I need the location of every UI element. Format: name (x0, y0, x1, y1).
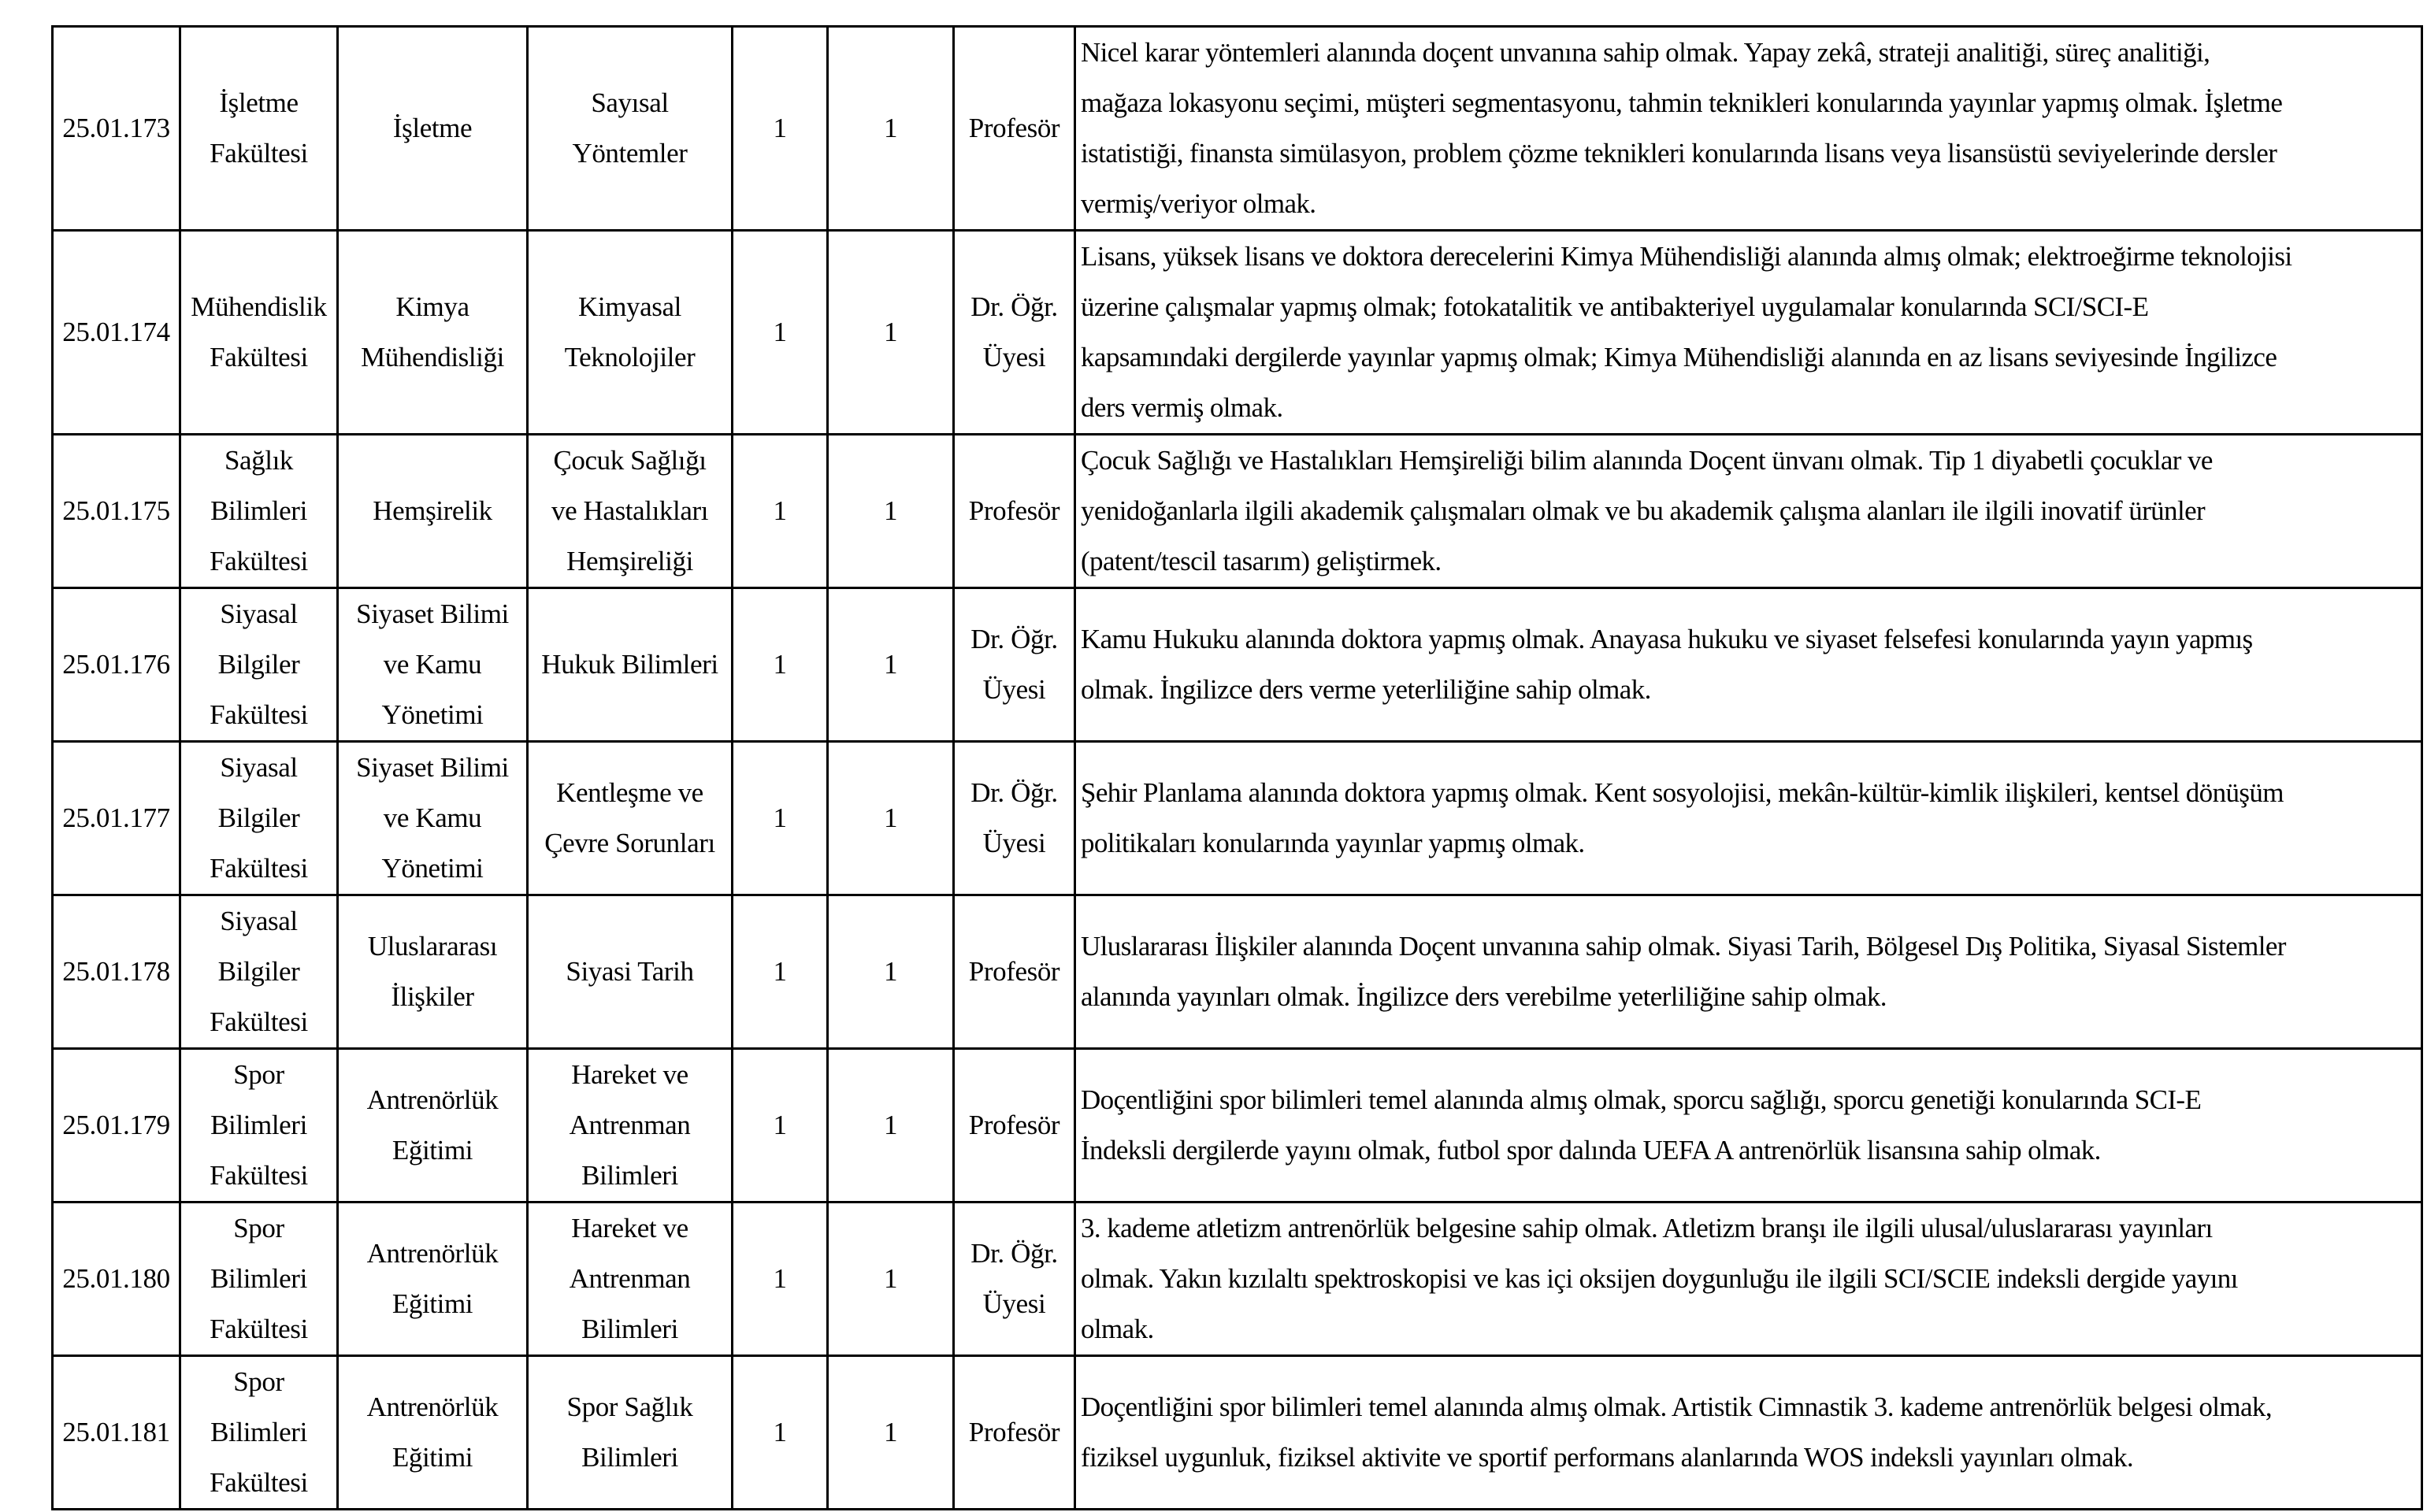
faculty-line: Bilimleri (210, 495, 307, 526)
faculty-line: Siyasal (220, 906, 298, 936)
positions-table (51, 25, 2423, 1510)
faculty-cell (180, 588, 338, 742)
faculty-line: Siyasal (220, 752, 298, 783)
department-line: Eğitimi (392, 1442, 473, 1473)
faculty-cell (180, 231, 338, 435)
description-cell (1075, 742, 2422, 895)
table-row (53, 1203, 2422, 1356)
count-text: 1 (773, 1110, 787, 1140)
title-cell (954, 1356, 1075, 1510)
description-cell (1075, 1049, 2422, 1203)
department-cell (338, 588, 528, 742)
department-cell (338, 742, 528, 895)
quota-cell (828, 435, 954, 588)
field-line: Bilimleri (581, 1442, 678, 1473)
count-cell (733, 895, 828, 1049)
code-text: 25.01.181 (62, 1417, 170, 1447)
code-cell (53, 1356, 180, 1510)
faculty-line: Bilgiler (217, 802, 300, 833)
table-row (53, 742, 2422, 895)
faculty-cell (180, 1356, 338, 1510)
code-cell (53, 27, 180, 231)
title-line: Profesör (968, 495, 1060, 526)
description-line: politikaları konularında yayınlar yapmış olmak. (1081, 828, 1585, 858)
department-line: Uluslararası (367, 931, 498, 962)
department-line: ve Kamu (383, 802, 482, 833)
quota-cell (828, 231, 954, 435)
count-cell (733, 27, 828, 231)
quota-text: 1 (883, 1110, 898, 1140)
department-cell (338, 895, 528, 1049)
title-line: Dr. Öğr. (970, 1238, 1058, 1269)
count-text: 1 (773, 956, 787, 987)
department-line: Siyaset Bilimi (356, 752, 509, 783)
count-text: 1 (773, 1417, 787, 1447)
code-text: 25.01.176 (62, 649, 170, 680)
title-line: Dr. Öğr. (970, 291, 1058, 322)
department-cell (338, 231, 528, 435)
field-line: Çevre Sorunları (544, 828, 715, 858)
field-line: Hukuk Bilimleri (541, 649, 718, 680)
department-cell (338, 1356, 528, 1510)
field-cell (528, 231, 733, 435)
title-line: Üyesi (982, 828, 1046, 858)
quota-text: 1 (883, 495, 898, 526)
faculty-line: Fakültesi (210, 342, 308, 372)
description-line: yenidoğanlarla ilgili akademik çalışmaları olmak ve bu akademik çalışma alanları ile ilgili inovatif ürünler (1081, 495, 2206, 526)
count-cell (733, 1049, 828, 1203)
faculty-line: Spor (233, 1366, 284, 1397)
quota-text: 1 (883, 317, 898, 347)
title-line: Profesör (968, 1110, 1060, 1140)
table-row (53, 27, 2422, 231)
description-line: olmak. İngilizce ders verme yeterliliğine sahip olmak. (1081, 674, 1651, 705)
faculty-line: Fakültesi (210, 1006, 308, 1037)
count-text: 1 (773, 1263, 787, 1294)
description-cell (1075, 435, 2422, 588)
quota-text: 1 (883, 1263, 898, 1294)
code-cell (53, 588, 180, 742)
code-cell (53, 895, 180, 1049)
department-cell (338, 1203, 528, 1356)
field-line: Teknolojiler (564, 342, 696, 372)
title-cell (954, 27, 1075, 231)
count-cell (733, 1203, 828, 1356)
field-cell (528, 435, 733, 588)
title-cell (954, 742, 1075, 895)
field-line: Kimyasal (578, 291, 681, 322)
table-row (53, 231, 2422, 435)
table-body (53, 27, 2422, 1510)
field-line: Sayısal (591, 87, 669, 118)
faculty-line: Mühendislik (191, 291, 327, 322)
faculty-line: Fakültesi (210, 546, 308, 576)
description-line: 3. kademe atletizm antrenörlük belgesine sahip olmak. Atletizm branşı ile ilgili ulusal/uluslararası yayınları (1081, 1213, 2213, 1243)
field-line: Yöntemler (572, 138, 688, 169)
description-line: Doçentliğini spor bilimleri temel alanında almış olmak. Artistik Cimnastik 3. kademe antrenörlük belgesi olmak, (1081, 1392, 2272, 1422)
faculty-line: Bilimleri (210, 1263, 307, 1294)
faculty-line: Fakültesi (210, 699, 308, 730)
count-cell (733, 588, 828, 742)
faculty-line: Bilgiler (217, 956, 300, 987)
field-line: Hareket ve (571, 1059, 688, 1090)
field-cell (528, 742, 733, 895)
table-row (53, 1356, 2422, 1510)
faculty-line: Fakültesi (210, 1160, 308, 1191)
count-text: 1 (773, 495, 787, 526)
code-text: 25.01.177 (62, 802, 170, 833)
department-line: Antrenörlük (366, 1238, 499, 1269)
description-cell (1075, 231, 2422, 435)
description-line: Çocuk Sağlığı ve Hastalıkları Hemşireliği bilim alanında Doçent ünvanı olmak. Tip 1 diyabetli çocuklar ve (1081, 445, 2213, 476)
title-line: Dr. Öğr. (970, 624, 1058, 654)
department-line: İlişkiler (391, 981, 474, 1012)
department-cell (338, 435, 528, 588)
description-line: Kamu Hukuku alanında doktora yapmış olmak. Anayasa hukuku ve siyaset felsefesi konularında yayın yapmış (1081, 624, 2253, 654)
description-line: alanında yayınları olmak. İngilizce ders verebilme yeterliliğine sahip olmak. (1081, 981, 1887, 1012)
faculty-line: Spor (233, 1059, 284, 1090)
code-cell (53, 435, 180, 588)
faculty-cell (180, 27, 338, 231)
quota-text: 1 (883, 1417, 898, 1447)
quota-cell (828, 1356, 954, 1510)
title-line: Profesör (968, 956, 1060, 987)
quota-cell (828, 895, 954, 1049)
department-line: Yönetimi (381, 699, 484, 730)
department-line: Mühendisliği (361, 342, 504, 372)
title-cell (954, 1049, 1075, 1203)
table-row (53, 1049, 2422, 1203)
quota-cell (828, 1049, 954, 1203)
field-line: Siyasi Tarih (566, 956, 694, 987)
description-line: olmak. (1081, 1314, 1154, 1344)
faculty-line: Fakültesi (210, 138, 308, 169)
description-line: olmak. Yakın kızılaltı spektroskopisi ve kas içi oksijen doygunluğu ile ilgili SCI/SCIE indeksli dergide yayını (1081, 1263, 2238, 1294)
title-cell (954, 895, 1075, 1049)
field-line: Hareket ve (571, 1213, 688, 1243)
field-cell (528, 588, 733, 742)
code-text: 25.01.178 (62, 956, 170, 987)
field-line: ve Hastalıkları (551, 495, 709, 526)
faculty-line: Spor (233, 1213, 284, 1243)
title-cell (954, 1203, 1075, 1356)
field-line: Bilimleri (581, 1314, 678, 1344)
quota-cell (828, 27, 954, 231)
code-cell (53, 1203, 180, 1356)
title-cell (954, 231, 1075, 435)
field-cell (528, 1203, 733, 1356)
description-cell (1075, 588, 2422, 742)
description-line: Lisans, yüksek lisans ve doktora derecelerini Kimya Mühendisliği alanında almış olmak; elektroeğirme teknolojisi (1081, 241, 2292, 272)
count-cell (733, 435, 828, 588)
code-cell (53, 1049, 180, 1203)
field-line: Spor Sağlık (566, 1392, 693, 1422)
description-line: kapsamındaki dergilerde yayınlar yapmış olmak; Kimya Mühendisliği alanında en az lisans seviyesinde İngilizce (1081, 342, 2277, 372)
department-line: Siyaset Bilimi (356, 598, 509, 629)
faculty-cell (180, 435, 338, 588)
description-cell (1075, 27, 2422, 231)
code-text: 25.01.174 (62, 317, 170, 347)
title-cell (954, 435, 1075, 588)
department-line: İşletme (392, 113, 473, 143)
count-text: 1 (773, 317, 787, 347)
department-line: Yönetimi (381, 853, 484, 884)
description-line: mağaza lokasyonu seçimi, müşteri segmentasyonu, tahmin teknikleri konularında yayınlar yapmış olmak. İşletme (1081, 87, 2283, 118)
faculty-line: Bilimleri (210, 1110, 307, 1140)
title-line: Üyesi (982, 674, 1046, 705)
description-line: fiziksel uygunluk, fiziksel aktivite ve sportif performans alanlarında WOS indeksli yayınları olmak. (1081, 1442, 2134, 1473)
department-line: Antrenörlük (366, 1084, 499, 1115)
faculty-line: Bilgiler (217, 649, 300, 680)
quota-cell (828, 588, 954, 742)
department-line: Antrenörlük (366, 1392, 499, 1422)
faculty-line: Fakültesi (210, 853, 308, 884)
faculty-line: İşletme (219, 87, 299, 118)
table-row (53, 895, 2422, 1049)
quota-text: 1 (883, 956, 898, 987)
field-cell (528, 895, 733, 1049)
faculty-line: Siyasal (220, 598, 298, 629)
description-line: Nicel karar yöntemleri alanında doçent unvanına sahip olmak. Yapay zekâ, strateji analitiği, süreç analitiği, (1081, 37, 2210, 68)
department-line: ve Kamu (383, 649, 482, 680)
field-line: Antrenman (569, 1110, 691, 1140)
count-text: 1 (773, 649, 787, 680)
department-line: Hemşirelik (373, 495, 492, 526)
department-cell (338, 1049, 528, 1203)
count-cell (733, 231, 828, 435)
quota-text: 1 (883, 649, 898, 680)
field-line: Hemşireliği (566, 546, 693, 576)
faculty-line: Sağlık (224, 445, 294, 476)
quota-text: 1 (883, 802, 898, 833)
description-cell (1075, 1356, 2422, 1510)
field-line: Çocuk Sağlığı (553, 445, 707, 476)
code-text: 25.01.175 (62, 495, 170, 526)
description-line: İndeksli dergilerde yayını olmak, futbol spor dalında UEFA A antrenörlük lisansına sahip olmak. (1081, 1135, 2101, 1166)
description-line: üzerine çalışmalar yapmış olmak; fotokatalitik ve antibakteriyel uygulamalar konularında SCI/SCI-E (1081, 291, 2149, 322)
code-text: 25.01.173 (62, 113, 170, 143)
title-line: Dr. Öğr. (970, 777, 1058, 808)
faculty-line: Fakültesi (210, 1314, 308, 1344)
description-line: Şehir Planlama alanında doktora yapmış olmak. Kent sosyolojisi, mekân-kültür-kimlik ilişkileri, kentsel dönüşüm (1081, 777, 2284, 808)
field-cell (528, 1049, 733, 1203)
title-line: Üyesi (982, 1288, 1046, 1319)
code-cell (53, 231, 180, 435)
department-line: Eğitimi (392, 1135, 473, 1166)
count-cell (733, 742, 828, 895)
faculty-line: Fakültesi (210, 1467, 308, 1498)
department-line: Eğitimi (392, 1288, 473, 1319)
quota-cell (828, 742, 954, 895)
faculty-cell (180, 1049, 338, 1203)
table-row (53, 435, 2422, 588)
count-cell (733, 1356, 828, 1510)
count-text: 1 (773, 802, 787, 833)
count-text: 1 (773, 113, 787, 143)
department-cell (338, 27, 528, 231)
code-text: 25.01.179 (62, 1110, 170, 1140)
description-line: (patent/tescil tasarım) geliştirmek. (1081, 546, 1442, 576)
quota-cell (828, 1203, 954, 1356)
faculty-cell (180, 895, 338, 1049)
quota-text: 1 (883, 113, 898, 143)
field-line: Antrenman (569, 1263, 691, 1294)
title-line: Üyesi (982, 342, 1046, 372)
title-cell (954, 588, 1075, 742)
code-cell (53, 742, 180, 895)
field-line: Bilimleri (581, 1160, 678, 1191)
faculty-line: Bilimleri (210, 1417, 307, 1447)
title-line: Profesör (968, 1417, 1060, 1447)
description-cell (1075, 1203, 2422, 1356)
description-line: istatistiği, finansta simülasyon, problem çözme teknikleri konularında lisans veya lisansüstü seviyelerinde dersler (1081, 138, 2277, 169)
table-row (53, 588, 2422, 742)
description-line: vermiş/veriyor olmak. (1081, 188, 1316, 219)
title-line: Profesör (968, 113, 1060, 143)
description-line: Uluslararası İlişkiler alanında Doçent unvanına sahip olmak. Siyasi Tarih, Bölgesel Dış Politika, Siyasal Sistemler (1081, 931, 2286, 962)
field-line: Kentleşme ve (556, 777, 703, 808)
field-cell (528, 27, 733, 231)
department-line: Kimya (395, 291, 469, 322)
faculty-cell (180, 742, 338, 895)
field-cell (528, 1356, 733, 1510)
description-line: ders vermiş olmak. (1081, 392, 1283, 423)
code-text: 25.01.180 (62, 1263, 170, 1294)
faculty-cell (180, 1203, 338, 1356)
description-line: Doçentliğini spor bilimleri temel alanında almış olmak, sporcu sağlığı, sporcu genetiği konularında SCI-E (1081, 1084, 2202, 1115)
description-cell (1075, 895, 2422, 1049)
